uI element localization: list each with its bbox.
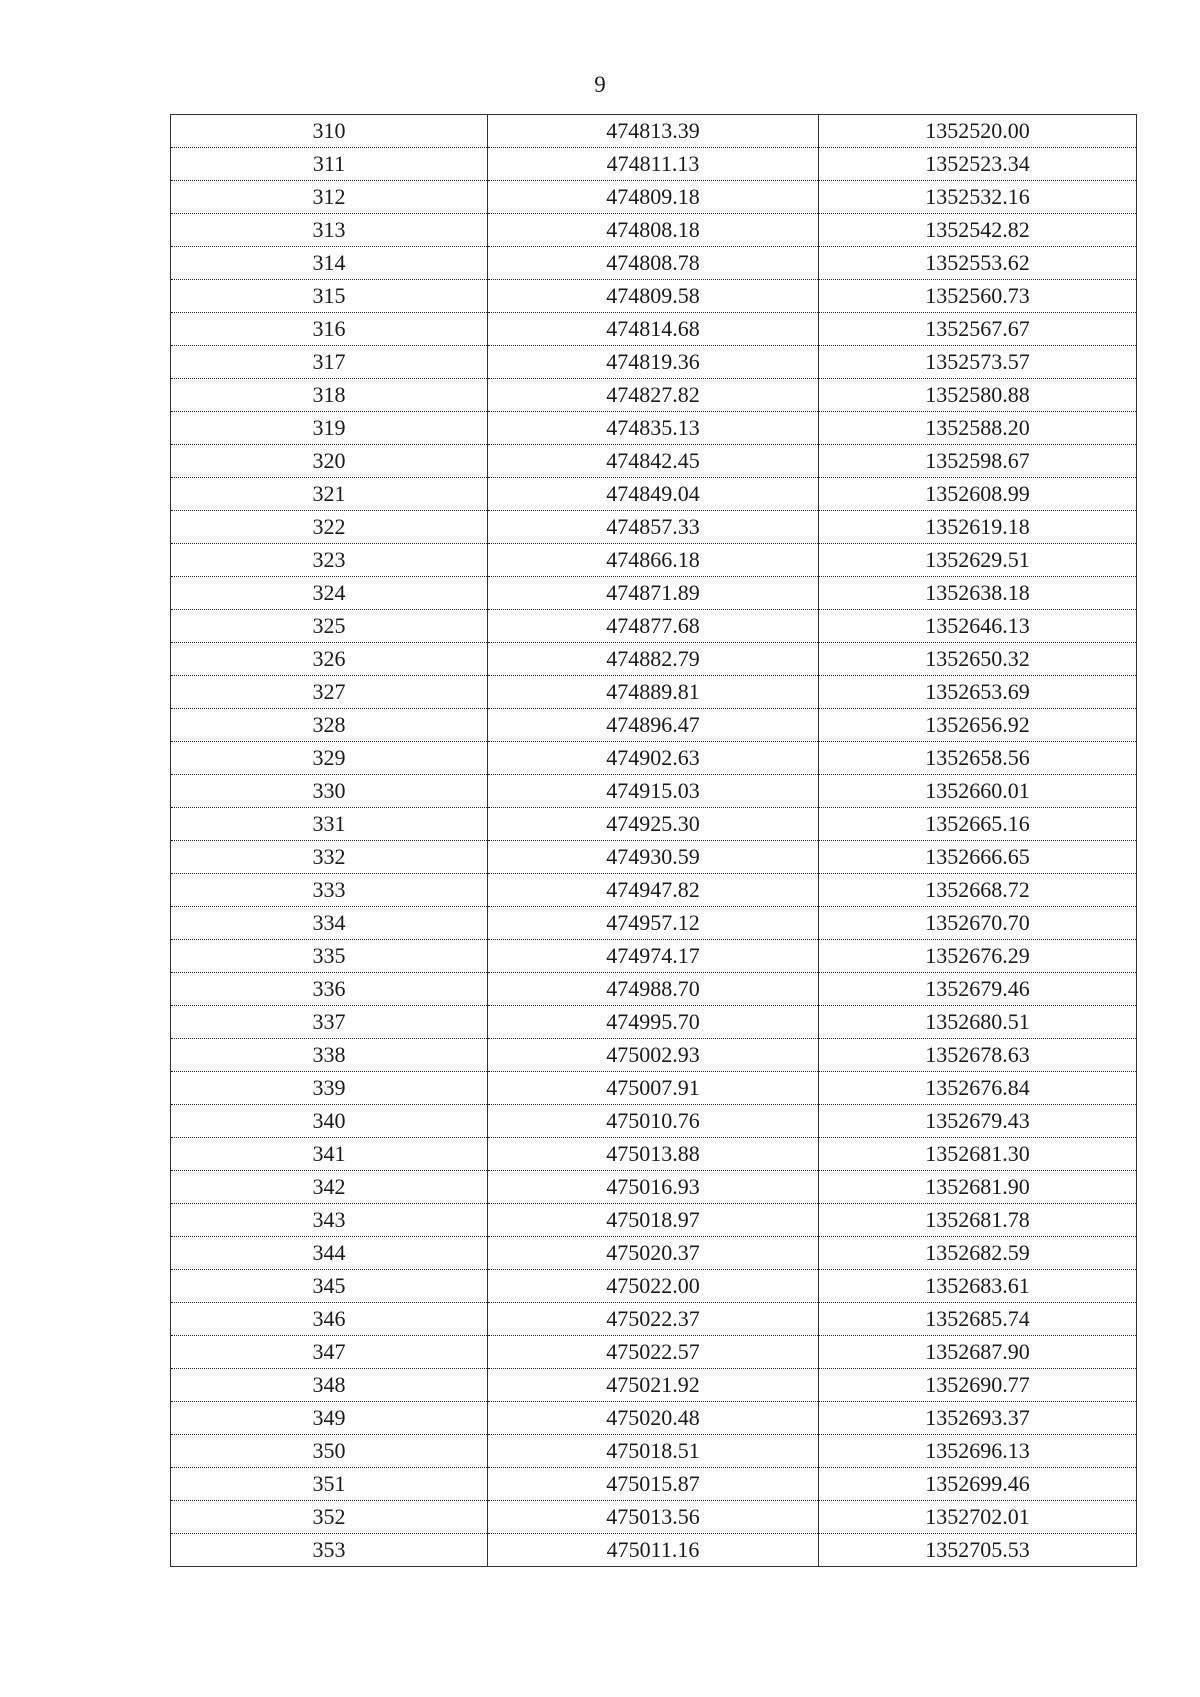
point-number-cell: 323 — [171, 544, 488, 577]
y-coordinate-cell: 1352681.78 — [819, 1204, 1137, 1237]
table-row — [171, 1435, 1137, 1468]
y-coordinate-cell: 1352678.63 — [819, 1039, 1137, 1072]
table-row — [171, 115, 1137, 148]
y-coordinate-cell: 1352629.51 — [819, 544, 1137, 577]
x-coordinate-cell: 474896.47 — [488, 709, 819, 742]
table-row — [171, 1468, 1137, 1501]
y-coordinate-cell: 1352679.43 — [819, 1105, 1137, 1138]
table-row — [171, 676, 1137, 709]
x-coordinate-cell: 474835.13 — [488, 412, 819, 445]
table-row — [171, 346, 1137, 379]
x-coordinate-cell: 474809.58 — [488, 280, 819, 313]
point-number-cell: 336 — [171, 973, 488, 1006]
point-number-cell: 313 — [171, 214, 488, 247]
point-number-cell: 340 — [171, 1105, 488, 1138]
point-number-cell: 334 — [171, 907, 488, 940]
point-number-cell: 349 — [171, 1402, 488, 1435]
table-row — [171, 907, 1137, 940]
x-coordinate-cell: 474882.79 — [488, 643, 819, 676]
point-number-cell: 346 — [171, 1303, 488, 1336]
y-coordinate-cell: 1352646.13 — [819, 610, 1137, 643]
point-number-cell: 328 — [171, 709, 488, 742]
y-coordinate-cell: 1352660.01 — [819, 775, 1137, 808]
point-number-cell: 350 — [171, 1435, 488, 1468]
point-number-cell: 353 — [171, 1534, 488, 1567]
x-coordinate-cell: 474889.81 — [488, 676, 819, 709]
table-row — [171, 1039, 1137, 1072]
x-coordinate-cell: 475018.51 — [488, 1435, 819, 1468]
table-row — [171, 445, 1137, 478]
table-row — [171, 1072, 1137, 1105]
table-row — [171, 742, 1137, 775]
y-coordinate-cell: 1352681.30 — [819, 1138, 1137, 1171]
table-row — [171, 610, 1137, 643]
x-coordinate-cell: 475020.48 — [488, 1402, 819, 1435]
table-row — [171, 1534, 1137, 1567]
table-row — [171, 379, 1137, 412]
x-coordinate-cell: 474925.30 — [488, 808, 819, 841]
point-number-cell: 311 — [171, 148, 488, 181]
y-coordinate-cell: 1352666.65 — [819, 841, 1137, 874]
y-coordinate-cell: 1352653.69 — [819, 676, 1137, 709]
table-row — [171, 280, 1137, 313]
table-row — [171, 775, 1137, 808]
y-coordinate-cell: 1352676.29 — [819, 940, 1137, 973]
x-coordinate-cell: 475013.88 — [488, 1138, 819, 1171]
point-number-cell: 348 — [171, 1369, 488, 1402]
y-coordinate-cell: 1352676.84 — [819, 1072, 1137, 1105]
point-number-cell: 327 — [171, 676, 488, 709]
x-coordinate-cell: 475020.37 — [488, 1237, 819, 1270]
y-coordinate-cell: 1352685.74 — [819, 1303, 1137, 1336]
y-coordinate-cell: 1352699.46 — [819, 1468, 1137, 1501]
x-coordinate-cell: 475007.91 — [488, 1072, 819, 1105]
table-row — [171, 214, 1137, 247]
x-coordinate-cell: 474857.33 — [488, 511, 819, 544]
table-row — [171, 1105, 1137, 1138]
table-row — [171, 511, 1137, 544]
y-coordinate-cell: 1352693.37 — [819, 1402, 1137, 1435]
x-coordinate-cell: 474827.82 — [488, 379, 819, 412]
table-row — [171, 973, 1137, 1006]
y-coordinate-cell: 1352702.01 — [819, 1501, 1137, 1534]
point-number-cell: 321 — [171, 478, 488, 511]
table-row — [171, 1006, 1137, 1039]
y-coordinate-cell: 1352523.34 — [819, 148, 1137, 181]
x-coordinate-cell: 474811.13 — [488, 148, 819, 181]
point-number-cell: 337 — [171, 1006, 488, 1039]
y-coordinate-cell: 1352696.13 — [819, 1435, 1137, 1468]
x-coordinate-cell: 474819.36 — [488, 346, 819, 379]
point-number-cell: 316 — [171, 313, 488, 346]
x-coordinate-cell: 474808.78 — [488, 247, 819, 280]
point-number-cell: 322 — [171, 511, 488, 544]
y-coordinate-cell: 1352638.18 — [819, 577, 1137, 610]
x-coordinate-cell: 474957.12 — [488, 907, 819, 940]
point-number-cell: 333 — [171, 874, 488, 907]
point-number-cell: 326 — [171, 643, 488, 676]
y-coordinate-cell: 1352573.57 — [819, 346, 1137, 379]
y-coordinate-cell: 1352680.51 — [819, 1006, 1137, 1039]
y-coordinate-cell: 1352619.18 — [819, 511, 1137, 544]
table-row — [171, 412, 1137, 445]
point-number-cell: 339 — [171, 1072, 488, 1105]
table-row — [171, 1402, 1137, 1435]
y-coordinate-cell: 1352542.82 — [819, 214, 1137, 247]
x-coordinate-cell: 474947.82 — [488, 874, 819, 907]
point-number-cell: 341 — [171, 1138, 488, 1171]
point-number-cell: 318 — [171, 379, 488, 412]
table-row — [171, 181, 1137, 214]
table-row — [171, 940, 1137, 973]
x-coordinate-cell: 474809.18 — [488, 181, 819, 214]
x-coordinate-cell: 474995.70 — [488, 1006, 819, 1039]
table-row — [171, 1303, 1137, 1336]
point-number-cell: 332 — [171, 841, 488, 874]
table-row — [171, 478, 1137, 511]
point-number-cell: 343 — [171, 1204, 488, 1237]
y-coordinate-cell: 1352580.88 — [819, 379, 1137, 412]
point-number-cell: 320 — [171, 445, 488, 478]
y-coordinate-cell: 1352588.20 — [819, 412, 1137, 445]
table-row — [171, 1336, 1137, 1369]
x-coordinate-cell: 474930.59 — [488, 841, 819, 874]
y-coordinate-cell: 1352687.90 — [819, 1336, 1137, 1369]
x-coordinate-cell: 475018.97 — [488, 1204, 819, 1237]
table-row — [171, 1138, 1137, 1171]
table-row — [171, 643, 1137, 676]
x-coordinate-cell: 474974.17 — [488, 940, 819, 973]
table-row — [171, 1369, 1137, 1402]
coordinates-table-body — [171, 115, 1137, 1567]
y-coordinate-cell: 1352690.77 — [819, 1369, 1137, 1402]
page-number: 9 — [594, 72, 606, 97]
y-coordinate-cell: 1352670.70 — [819, 907, 1137, 940]
y-coordinate-cell: 1352650.32 — [819, 643, 1137, 676]
x-coordinate-cell: 475022.37 — [488, 1303, 819, 1336]
point-number-cell: 312 — [171, 181, 488, 214]
x-coordinate-cell: 474902.63 — [488, 742, 819, 775]
point-number-cell: 345 — [171, 1270, 488, 1303]
x-coordinate-cell: 475021.92 — [488, 1369, 819, 1402]
y-coordinate-cell: 1352683.61 — [819, 1270, 1137, 1303]
point-number-cell: 330 — [171, 775, 488, 808]
point-number-cell: 352 — [171, 1501, 488, 1534]
y-coordinate-cell: 1352658.56 — [819, 742, 1137, 775]
y-coordinate-cell: 1352567.67 — [819, 313, 1137, 346]
y-coordinate-cell: 1352532.16 — [819, 181, 1137, 214]
point-number-cell: 338 — [171, 1039, 488, 1072]
table-row — [171, 577, 1137, 610]
point-number-cell: 314 — [171, 247, 488, 280]
table-row — [171, 874, 1137, 907]
table-row — [171, 709, 1137, 742]
table-row — [171, 1270, 1137, 1303]
point-number-cell: 351 — [171, 1468, 488, 1501]
point-number-cell: 347 — [171, 1336, 488, 1369]
table-row — [171, 841, 1137, 874]
y-coordinate-cell: 1352553.62 — [819, 247, 1137, 280]
x-coordinate-cell: 475016.93 — [488, 1171, 819, 1204]
point-number-cell: 324 — [171, 577, 488, 610]
table-row — [171, 808, 1137, 841]
point-number-cell: 331 — [171, 808, 488, 841]
table-row — [171, 544, 1137, 577]
y-coordinate-cell: 1352598.67 — [819, 445, 1137, 478]
y-coordinate-cell: 1352656.92 — [819, 709, 1137, 742]
y-coordinate-cell: 1352560.73 — [819, 280, 1137, 313]
x-coordinate-cell: 474808.18 — [488, 214, 819, 247]
point-number-cell: 310 — [171, 115, 488, 148]
x-coordinate-cell: 474915.03 — [488, 775, 819, 808]
y-coordinate-cell: 1352681.90 — [819, 1171, 1137, 1204]
x-coordinate-cell: 474871.89 — [488, 577, 819, 610]
table-row — [171, 1237, 1137, 1270]
x-coordinate-cell: 475015.87 — [488, 1468, 819, 1501]
y-coordinate-cell: 1352668.72 — [819, 874, 1137, 907]
y-coordinate-cell: 1352608.99 — [819, 478, 1137, 511]
y-coordinate-cell: 1352679.46 — [819, 973, 1137, 1006]
table-row — [171, 1171, 1137, 1204]
y-coordinate-cell: 1352705.53 — [819, 1534, 1137, 1567]
table-row — [171, 1501, 1137, 1534]
x-coordinate-cell: 474866.18 — [488, 544, 819, 577]
y-coordinate-cell: 1352682.59 — [819, 1237, 1137, 1270]
x-coordinate-cell: 475011.16 — [488, 1534, 819, 1567]
table-row — [171, 148, 1137, 181]
point-number-cell: 329 — [171, 742, 488, 775]
x-coordinate-cell: 474988.70 — [488, 973, 819, 1006]
point-number-cell: 315 — [171, 280, 488, 313]
x-coordinate-cell: 475010.76 — [488, 1105, 819, 1138]
x-coordinate-cell: 475022.57 — [488, 1336, 819, 1369]
point-number-cell: 317 — [171, 346, 488, 379]
point-number-cell: 325 — [171, 610, 488, 643]
point-number-cell: 342 — [171, 1171, 488, 1204]
table-row — [171, 247, 1137, 280]
x-coordinate-cell: 474877.68 — [488, 610, 819, 643]
y-coordinate-cell: 1352665.16 — [819, 808, 1137, 841]
y-coordinate-cell: 1352520.00 — [819, 115, 1137, 148]
x-coordinate-cell: 475013.56 — [488, 1501, 819, 1534]
point-number-cell: 344 — [171, 1237, 488, 1270]
coordinates-table — [170, 114, 1137, 1567]
x-coordinate-cell: 475002.93 — [488, 1039, 819, 1072]
x-coordinate-cell: 474842.45 — [488, 445, 819, 478]
table-row — [171, 313, 1137, 346]
x-coordinate-cell: 474849.04 — [488, 478, 819, 511]
table-row — [171, 1204, 1137, 1237]
x-coordinate-cell: 474814.68 — [488, 313, 819, 346]
x-coordinate-cell: 474813.39 — [488, 115, 819, 148]
point-number-cell: 335 — [171, 940, 488, 973]
x-coordinate-cell: 475022.00 — [488, 1270, 819, 1303]
point-number-cell: 319 — [171, 412, 488, 445]
